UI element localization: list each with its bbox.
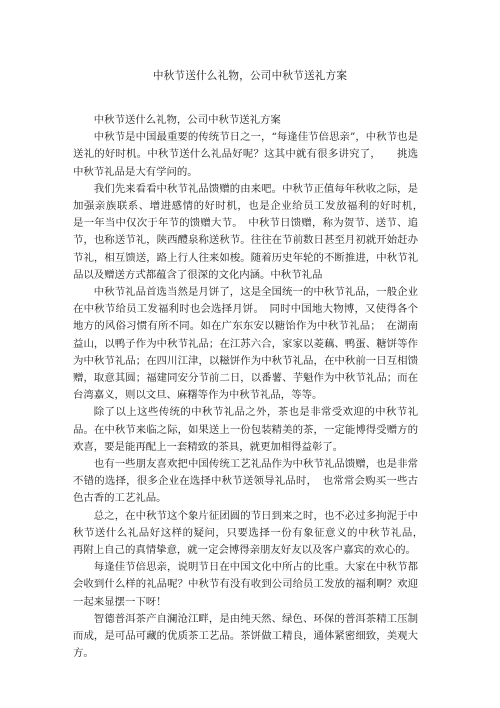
- paragraph-mooncake: 中秋节礼品首选当然是月饼了，这是全国统一的中秋节礼品，一般企业在中秋节给员工发福利时也会选择月饼。 同时中国地大物博，又使得各个地方的风俗习惯有所不同。如在广东东安以糖饴作为中秋节礼品； 在湖南益山，以鸭子作为中秋节礼品；在江苏六合，家家以菱藕、鸭蛋、糖饼等作为中秋节礼品；在四川江津，以糍饼作为中秋节礼品，在中秋前一日互相馈赠，取意其圆；福建同安分节前二日，以番薯、芋魁作为中秋节礼品；而在台湾嘉义，则以文旦、麻糬等作为中秋节礼品，等等。: [73, 286, 418, 402]
- paragraph-intro: 中秋节是中国最重要的传统节日之一，“每逢佳节倍思亲”，中秋节也是送礼的好时机。中秋节送什么礼品好呢？这其中就有很多讲究了， 挑选中秋节礼品是大有学问的。: [73, 131, 418, 178]
- paragraph-crafts: 也有一些朋友喜欢把中国传统工艺礼品作为中秋节礼品馈赠，也是非常不错的选择，很多企业在选择中秋节送领导礼品时， 也常常会购买一些古色古香的工艺礼品。: [73, 458, 418, 505]
- paragraph-origin: 我们先来看看中秋节礼品馈赠的由来吧。中秋节正值每年秋收之际，是加强亲族联系、增进感情的好时机，也是企业给员工发放福利的好时机， 是一年当中仅次于年节的馈赠大节。 中秋节日馈赠，称为贺节、送节、追节，也称送节礼，陕西醴泉称送秋节。往往在节前数日甚至月初就开始赶办节礼，相互馈送，路上行人往来如梭。随着历史年轮的不断推进，中秋节礼品以及赠送方式都蕴含了很深的文化内涵。中秋节礼品: [73, 182, 429, 281]
- section-heading: 中秋节送什么礼物，公司中秋节送礼方案: [93, 114, 281, 126]
- paragraph-puer-tea: 智德普洱茶产自澜沧江畔，是由纯天然、绿色、环保的普洱茶精工压制而成，是可品可藏的优质茶工艺品。茶饼做工精良，通体紧密细致，美观大方。: [73, 612, 418, 660]
- paragraph-summary: 总之，在中秋节这个象片征团圆的节日到来之时，也不必过多拘泥于中秋节送什么礼品好这样的疑问，只要选择一份有象征意义的中秋节礼品， 再附上自己的真情挚意，就一定会博得亲朋友好友以及客户嘉宾的欢心的。: [73, 509, 429, 557]
- document-body: [73, 112, 429, 663]
- paragraph-festival: 每逢佳节倍思亲，说明节日在中国文化中所占的比重。大家在中秋节都会收到什么样的礼品呢？中秋节有没有收到公司给员工发放的福利啊？欢迎一起来显摆一下呀！: [73, 561, 418, 608]
- document-title: 中秋节送什么礼物，公司中秋节送礼方案: [152, 70, 348, 82]
- paragraph-tea: 除了以上这些传统的中秋节礼品之外，茶也是非常受欢迎的中秋节礼品。在中秋节来临之际，如果送上一份包装精美的茶，一定能博得受赠方的欢喜，要是能再配上一套精致的茶具，就更加相得益彰了。: [73, 406, 418, 453]
